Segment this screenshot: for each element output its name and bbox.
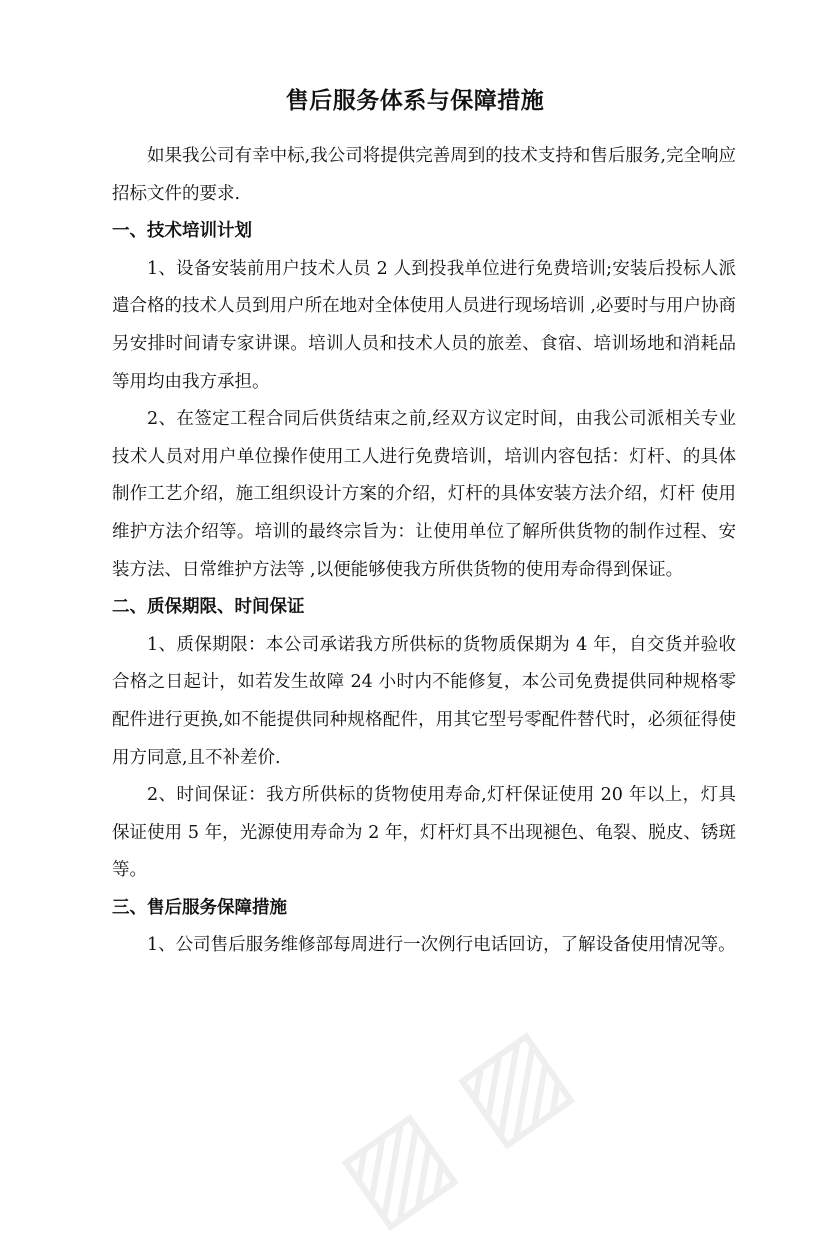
document-body	[112, 138, 736, 965]
section-heading: 三、售后服务保障措施	[112, 897, 287, 918]
section-paragraph: 1、公司售后服务维修部每周进行一次例行电话回访，了解设备使用情况等。	[147, 935, 736, 956]
section-paragraph: 2、时间保证：我方所供标的货物使用寿命,灯杆保证使用 20 年以上，灯具保证使用 5 年，光源使用寿命为 2 年，灯杆灯具不出现褪色、龟裂、脱皮、锈斑等。	[112, 785, 736, 881]
section-paragraph: 1、设备安装前用户技术人员 2 人到投我单位进行免费培训;安装后投标人派遣合格的技术人员到用户所在地对全体使用人员进行现场培训 ,必要时与用户协商另安排时间请专家讲课。培训人员和技术人员的旅差、食宿、培训场地和消耗品等用均由我方承担。	[112, 258, 736, 392]
section-training	[112, 213, 736, 589]
document-title: 售后服务体系与保障措施	[285, 88, 545, 114]
intro-paragraph: 如果我公司有幸中标,我公司将提供完善周到的技术支持和售后服务,完全响应招标文件的要求.	[112, 146, 736, 204]
section-service	[112, 890, 736, 965]
section-heading: 一、技术培训计划	[112, 221, 252, 242]
section-paragraph: 1、质保期限：本公司承诺我方所供标的货物质保期为 4 年，自交货并验收合格之日起计，如若发生故障 24 小时内不能修复，本公司免费提供同种规格零配件进行更换,如不能提供同种规格配件，用其它型号零配件替代时，必须征得使用方同意,且不补差价.	[112, 634, 736, 768]
section-heading: 二、质保期限、时间保证	[112, 597, 305, 618]
section-paragraph: 2、在签定工程合同后供货结束之前,经双方议定时间，由我公司派相关专业技术人员对用户单位操作使用工人进行免费培训，培训内容包括：灯杆、的具体制作工艺介绍，施工组织设计方案的介绍，灯杆的具体安装方法介绍，灯杆 使用维护方法介绍等。培训的最终宗旨为：让使用单位了解所供货物的制作过程、安装方法、日常维护方法等 ,以便能够使我方所供货物的使用寿命得到保证。	[112, 409, 736, 580]
section-warranty	[112, 589, 736, 890]
background-watermark: ▨ ▨	[315, 1000, 591, 1247]
